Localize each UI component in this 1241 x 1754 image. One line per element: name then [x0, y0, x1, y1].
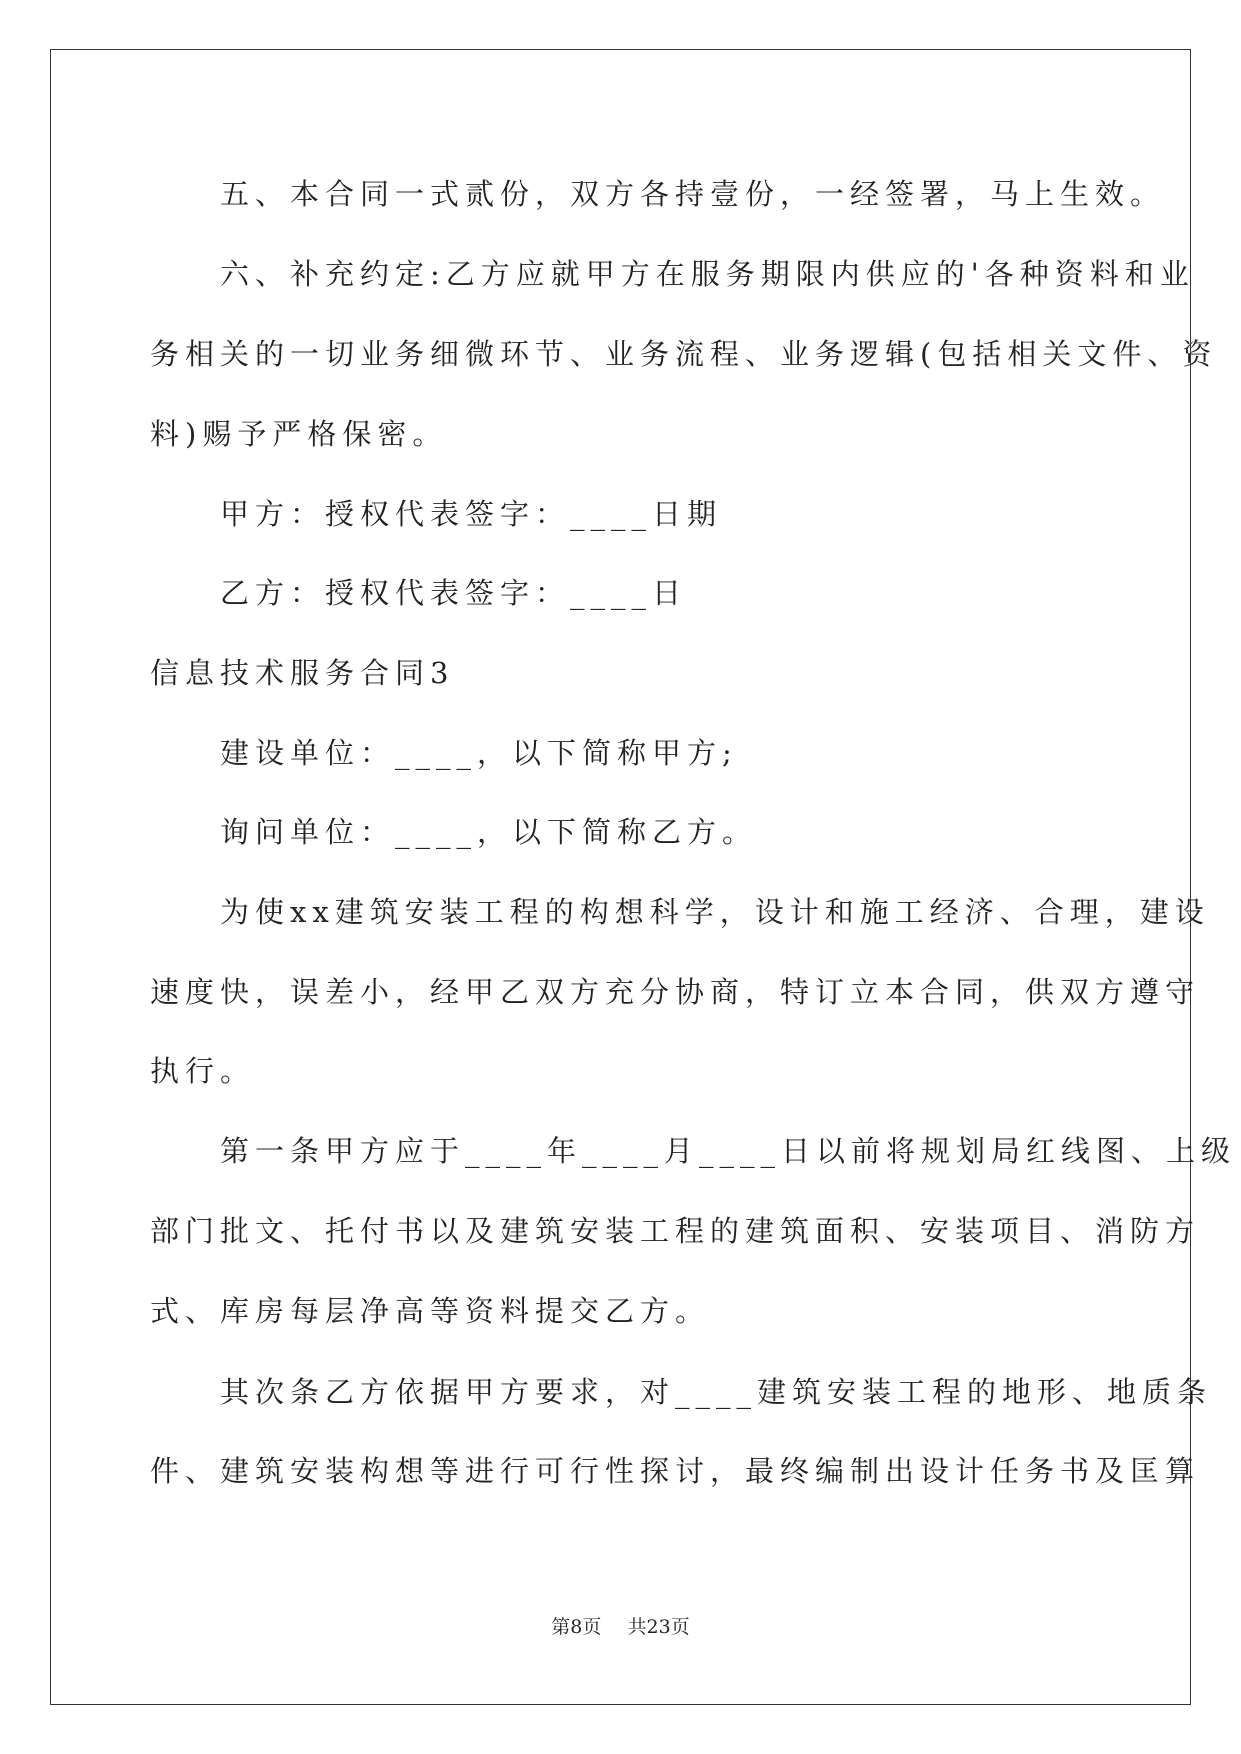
text-line: 建设单位：____，以下简称甲方;: [150, 736, 738, 770]
page-footer: [0, 1614, 1241, 1640]
text-line: 部门批文、托付书以及建筑安装工程的建筑面积、安装项目、消防方: [150, 1214, 1201, 1248]
text-line: 式、库房每层净高等资料提交乙方。: [150, 1294, 711, 1328]
section-title: 信息技术服务合同3: [150, 656, 455, 690]
text-line: 六、补充约定:乙方应就甲方在服务期限内供应的'各种资料和业: [150, 257, 1195, 291]
text-line: 料)赐予严格保密。: [150, 417, 448, 451]
text-line: 询问单位：____，以下简称乙方。: [150, 815, 758, 849]
text-line: 其次条乙方依据甲方要求，对____建筑安装工程的地形、地质条: [150, 1375, 1213, 1409]
page-number: 第8页: [551, 1616, 602, 1638]
text-line: 为使xx建筑安装工程的构想科学，设计和施工经济、合理，建设: [150, 895, 1210, 929]
text-line: 务相关的一切业务细微环节、业务流程、业务逻辑(包括相关文件、资: [150, 337, 1218, 371]
text-line: 件、建筑安装构想等进行可行性探讨，最终编制出设计任务书及匡算: [150, 1454, 1201, 1488]
text-line: 执行。: [150, 1054, 256, 1088]
text-line: 五、本合同一式贰份，双方各持壹份，一经签署，马上生效。: [150, 177, 1166, 211]
text-line: 乙方：授权代表签字：____日: [150, 576, 688, 610]
page-total: 共23页: [627, 1616, 690, 1638]
text-line: 甲方：授权代表签字：____日期: [150, 497, 723, 531]
text-line: 速度快，误差小，经甲乙双方充分协商，特订立本合同，供双方遵守: [150, 975, 1201, 1009]
text-line: 第一条甲方应于____年____月____日以前将规划局红线图、上级: [150, 1134, 1237, 1168]
